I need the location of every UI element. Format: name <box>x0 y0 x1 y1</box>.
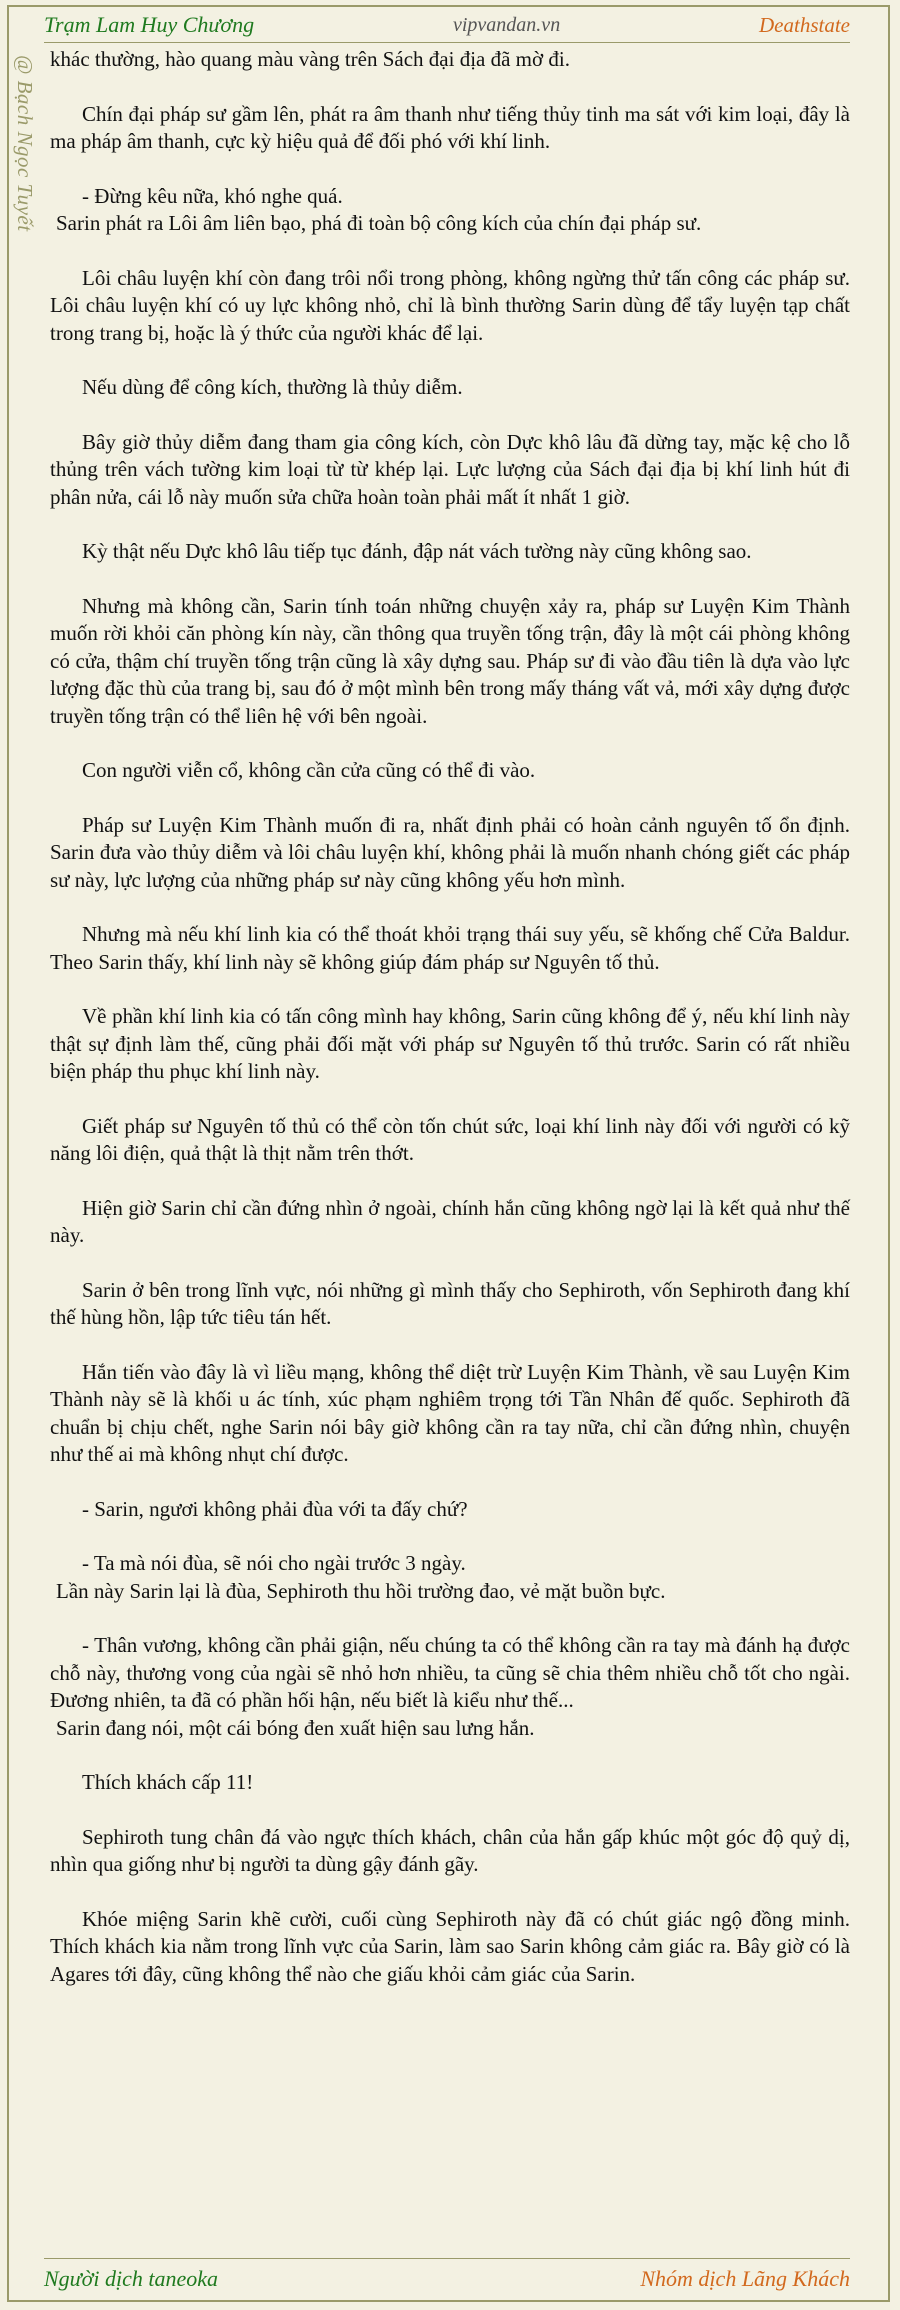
page-footer <box>44 2258 850 2299</box>
paragraph: Nhưng mà không cần, Sarin tính toán những chuyện xảy ra, pháp sư Luyện Kim Thành muốn rời khỏi căn phòng kín này, cần thông qua truyền tống trận, đây là một cái phòng không có cửa, thậm chí truyền tống trận cũng là xây dựng sau. Pháp sư đi vào đầu tiên là dựa vào lực lượng đặc thù của trang bị, sau đó ở một mình bên trong mấy tháng vất vả, mới xây dựng được truyền tống trận có thể liên hệ với bên ngoài. <box>50 593 850 728</box>
dialogue-line: - Đừng kêu nữa, khó nghe quá. <box>82 183 343 208</box>
paragraph: Con người viễn cổ, không cần cửa cũng có thể đi vào. <box>82 758 536 782</box>
paragraph: Bây giờ thủy diễm đang tham gia công kích, còn Dực khô lâu đã dừng tay, mặc kệ cho lỗ thủng trên vách tường kim loại từ từ khép lại. Lực lượng của Sách đại địa bị khí linh hút đi phân nửa, cái lỗ này muốn sửa chữa hoàn toàn phải mất ít nhất 1 giờ. <box>50 429 850 509</box>
paragraph: Khóe miệng Sarin khẽ cười, cuối cùng Sephiroth này đã có chút giác ngộ đồng minh. Thích khách kia nằm trong lĩnh vực của Sarin, làm sao Sarin không cảm giác ra. Bây giờ có là Agares tới đây, cũng không thể nào che giấu khỏi cảm giác của Sarin. <box>50 1906 850 1986</box>
paragraph: Hiện giờ Sarin chỉ cần đứng nhìn ở ngoài, chính hắn cũng không ngờ lại là kết quả như thế này. <box>50 1195 850 1247</box>
paragraph: Sarin đang nói, một cái bóng đen xuất hiện sau lưng hắn. <box>56 1715 535 1740</box>
paragraph: Sarin phát ra Lôi âm liên bạo, phá đi toàn bộ công kích của chín đại pháp sư. <box>56 211 702 235</box>
paragraph: Sarin ở bên trong lĩnh vực, nói những gì mình thấy cho Sephiroth, vốn Sephiroth đang khí thế hùng hồn, lập tức tiêu tán hết. <box>50 1277 850 1329</box>
paragraph: Thích khách cấp 11! <box>82 1770 254 1794</box>
chapter-content <box>50 46 850 2015</box>
dialogue-line: - Thân vương, không cần phải giận, nếu chúng ta có thể không cần ra tay mà đánh hạ được chỗ này, thương vong của ngài sẽ nhỏ hơn nhiều, ta cũng sẽ chia thêm nhiều chỗ tốt cho ngài. Đương nhiên, ta đã có phần hối hận, nếu biết là kiểu như thế... <box>50 1633 850 1712</box>
paragraph: Chín đại pháp sư gầm lên, phát ra âm thanh như tiếng thủy tinh ma sát với kim loại, đây là ma pháp âm thanh, cực kỳ hiệu quả để đối phó với khí linh. <box>50 101 850 153</box>
paragraph: Hắn tiến vào đây là vì liều mạng, không thể diệt trừ Luyện Kim Thành, về sau Luyện Kim Thành này sẽ là khối u ác tính, xúc phạm nghiêm trọng tới Tần Nhân đế quốc. Sephiroth đã chuẩn bị chịu chết, nghe Sarin nói bây giờ không cần ra tay nữa, chỉ cần đứng nhìn, chuyện như thế ai mà không nhụt chí được. <box>50 1359 850 1466</box>
footer-translator: Người dịch taneoka <box>44 2266 219 2291</box>
paragraph: Sephiroth tung chân đá vào ngực thích khách, chân của hắn gấp khúc một góc độ quỷ dị, nhìn qua giống như bị người ta dùng gậy đánh gãy. <box>50 1824 850 1876</box>
side-watermark: @ Bạch Ngọc Tuyết <box>13 55 37 232</box>
header-book-title: Deathstate <box>759 12 850 37</box>
paragraph: Nhưng mà nếu khí linh kia có thể thoát khỏi trạng thái suy yếu, sẽ khống chế Cửa Baldur. Theo Sarin thấy, khí linh này sẽ không giúp đám pháp sư Nguyên tố thủ. <box>50 922 850 974</box>
paragraph: Pháp sư Luyện Kim Thành muốn đi ra, nhất định phải có hoàn cảnh nguyên tố ổn định. Sarin đưa vào thủy diễm và lôi châu luyện khí, không phải là muốn nhanh chóng giết các pháp sư này, lực lượng của những pháp sư này cũng không yếu hơn mình. <box>50 812 850 892</box>
dialogue-line: - Sarin, ngươi không phải đùa với ta đấy chứ? <box>82 1496 468 1521</box>
paragraph: Kỳ thật nếu Dực khô lâu tiếp tục đánh, đập nát vách tường này cũng không sao. <box>82 539 752 563</box>
paragraph: Về phần khí linh kia có tấn công mình hay không, Sarin cũng không để ý, nếu khí linh này thật sự định làm thế, cũng phải đối mặt với pháp sư Nguyên tố thủ trước. Sarin có rất nhiều biện pháp thu phục khí linh này. <box>50 1004 850 1083</box>
dialogue-line: - Ta mà nói đùa, sẽ nói cho ngài trước 3 ngày. <box>82 1551 466 1575</box>
header-website: vipvandan.vn <box>453 13 561 36</box>
paragraph: Lôi châu luyện khí còn đang trôi nổi trong phòng, không ngừng thử tấn công các pháp sư. Lôi châu luyện khí có uy lực không nhỏ, chỉ là bình thường Sarin dùng để tẩy luyện tạp chất trong trang bị, hoặc là ý thức của người khác để lại. <box>50 265 850 345</box>
paragraph: khác thường, hào quang màu vàng trên Sách đại địa đã mờ đi. <box>50 47 570 71</box>
paragraph: Giết pháp sư Nguyên tố thủ có thể còn tốn chút sức, loại khí linh này đối với người có kỹ năng lôi điện, quả thật là thịt nằm trên thớt. <box>50 1113 850 1165</box>
footer-translation-group: Nhóm dịch Lãng Khách <box>640 2266 850 2291</box>
page-header <box>44 8 850 43</box>
paragraph: Nếu dùng để công kích, thường là thủy diễm. <box>82 375 463 399</box>
paragraph: Lần này Sarin lại là đùa, Sephiroth thu hồi trường đao, vẻ mặt buồn bực. <box>56 1578 666 1603</box>
header-site-name: Trạm Lam Huy Chương <box>44 12 255 37</box>
